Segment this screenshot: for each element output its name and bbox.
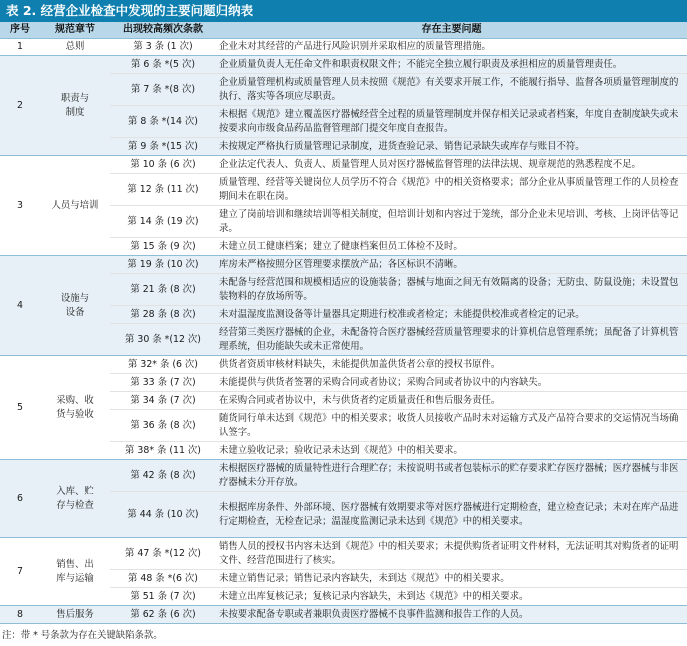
clause-cell: 第 42 条 (8 次) bbox=[110, 460, 216, 492]
chapter-number: 5 bbox=[0, 356, 40, 460]
chapter-number: 3 bbox=[0, 156, 40, 256]
clause-cell: 第 62 条 (6 次) bbox=[110, 606, 216, 624]
issue-cell: 未对温湿度监测设备等计量器具定期进行校准或者检定；未能提供校准或者检定的记录。 bbox=[216, 306, 687, 324]
issue-cell: 未建立销售记录；销售记录内容缺失，未到达《规范》中的相关要求。 bbox=[216, 570, 687, 588]
clause-cell: 第 38* 条 (11 次) bbox=[110, 442, 216, 460]
issue-cell: 企业质量管理机构或质量管理人员未按照《规范》有关要求开展工作，不能履行指导、监督各项质量管理制度的执行、落实等各项应尽职责。 bbox=[216, 74, 687, 106]
issue-cell: 随货同行单未达到《规范》中的相关要求；收货人员接收产品时未对运输方式及产品符合要求的交运情况当场确认签字。 bbox=[216, 410, 687, 442]
clause-cell: 第 19 条 (10 次) bbox=[110, 256, 216, 274]
header-no: 序号 bbox=[0, 22, 40, 39]
clause-cell: 第 34 条 (7 次) bbox=[110, 392, 216, 410]
issue-cell: 未能提供与供货者签署的采购合同或者协议；采购合同或者协议中的内容缺失。 bbox=[216, 374, 687, 392]
issue-cell: 库房未严格按照分区管理要求摆放产品；各区标识不清晰。 bbox=[216, 256, 687, 274]
chapter-number: 6 bbox=[0, 460, 40, 538]
clause-cell: 第 7 条 *(8 次) bbox=[110, 74, 216, 106]
chapter-number: 7 bbox=[0, 538, 40, 606]
chapter-name: 入库、贮 存与检查 bbox=[40, 460, 110, 538]
clause-cell: 第 30 条 *(12 次) bbox=[110, 324, 216, 356]
chapter-name: 总则 bbox=[40, 39, 110, 56]
table-row bbox=[0, 538, 687, 570]
clause-cell: 第 8 条 *(14 次) bbox=[110, 106, 216, 138]
issue-cell: 建立了岗前培训和继续培训等相关制度，但培训计划和内容过于笼统，部分企业未见培训、考核、上岗评估等记录。 bbox=[216, 206, 687, 238]
table-row bbox=[0, 39, 687, 56]
table-row bbox=[0, 460, 687, 492]
issue-cell: 经营第三类医疗器械的企业，未配备符合医疗器械经营质量管理要求的计算机信息管理系统；虽配备了计算机管理系统，但功能缺失或未正常使用。 bbox=[216, 324, 687, 356]
issue-cell: 企业法定代表人、负责人、质量管理人员对医疗器械监督管理的法律法规、规章规范的熟悉程度不足。 bbox=[216, 156, 687, 174]
table-row bbox=[0, 156, 687, 174]
issue-cell: 未根据库房条件、外部环境、医疗器械有效期要求等对医疗器械进行定期检查，建立检查记录；未对在库产品进行定期检查，无检查记录；温湿度监测记录未达到《规范》中的相关要求。 bbox=[216, 492, 687, 538]
issues-table bbox=[0, 22, 687, 624]
issue-cell: 质量管理、经营等关键岗位人员学历不符合《规范》中的相关资格要求；部分企业从事质量管理工作的人员检查期间未在职在岗。 bbox=[216, 174, 687, 206]
issue-cell: 未建立员工健康档案；建立了健康档案但员工体检不及时。 bbox=[216, 238, 687, 256]
clause-cell: 第 12 条 (11 次) bbox=[110, 174, 216, 206]
issue-cell: 未建立验收记录；验收记录未达到《规范》中的相关要求。 bbox=[216, 442, 687, 460]
table-row bbox=[0, 356, 687, 374]
issue-cell: 供货者资质审核材料缺失，未能提供加盖供货者公章的授权书原件。 bbox=[216, 356, 687, 374]
issue-cell: 企业质量负责人无任命文件和职责权限文件；不能完全独立履行职责及承担相应的质量管理责任。 bbox=[216, 56, 687, 74]
chapter-number: 2 bbox=[0, 56, 40, 156]
clause-cell: 第 9 条 *(15 次) bbox=[110, 138, 216, 156]
chapter-number: 8 bbox=[0, 606, 40, 624]
issue-cell: 未按要求配备专职或者兼职负责医疗器械不良事件监测和报告工作的人员。 bbox=[216, 606, 687, 624]
header-issue: 存在主要问题 bbox=[216, 22, 687, 39]
clause-cell: 第 36 条 (8 次) bbox=[110, 410, 216, 442]
issue-cell: 未按规定严格执行质量管理记录制度，进货查验记录、销售记录缺失或库存与账目不符。 bbox=[216, 138, 687, 156]
clause-cell: 第 14 条 (19 次) bbox=[110, 206, 216, 238]
header-row bbox=[0, 22, 687, 39]
issue-cell: 在采购合同或者协议中，未与供货者约定质量责任和售后服务责任。 bbox=[216, 392, 687, 410]
table-row bbox=[0, 256, 687, 274]
table-footnote: 注：带 * 号条款为存在关键缺陷条款。 bbox=[2, 630, 163, 641]
clause-cell: 第 15 条 (9 次) bbox=[110, 238, 216, 256]
table-row bbox=[0, 56, 687, 74]
clause-cell: 第 51 条 (7 次) bbox=[110, 588, 216, 606]
chapter-number: 1 bbox=[0, 39, 40, 56]
chapter-name: 人员与培训 bbox=[40, 156, 110, 256]
table-row bbox=[0, 606, 687, 624]
header-clause: 出现较高频次条款 bbox=[110, 22, 216, 39]
clause-cell: 第 33 条 (7 次) bbox=[110, 374, 216, 392]
clause-cell: 第 6 条 *(5 次) bbox=[110, 56, 216, 74]
clause-cell: 第 3 条 (1 次) bbox=[110, 39, 216, 56]
clause-cell: 第 32* 条 (6 次) bbox=[110, 356, 216, 374]
clause-cell: 第 10 条 (6 次) bbox=[110, 156, 216, 174]
clause-cell: 第 21 条 (8 次) bbox=[110, 274, 216, 306]
chapter-name: 售后服务 bbox=[40, 606, 110, 624]
clause-cell: 第 44 条 (10 次) bbox=[110, 492, 216, 538]
clause-cell: 第 28 条 (8 次) bbox=[110, 306, 216, 324]
header-chapter: 规范章节 bbox=[40, 22, 110, 39]
clause-cell: 第 48 条 *(6 次) bbox=[110, 570, 216, 588]
issue-cell: 未建立出库复核记录；复核记录内容缺失，未到达《规范》中的相关要求。 bbox=[216, 588, 687, 606]
chapter-name: 职责与 制度 bbox=[40, 56, 110, 156]
chapter-number: 4 bbox=[0, 256, 40, 356]
issue-cell: 未配备与经营范围和规模相适应的设施装备；器械与地面之间无有效隔离的设备；无防虫、防鼠设施；未设置包装物料的存放场所等。 bbox=[216, 274, 687, 306]
issue-cell: 销售人员的授权书内容未达到《规范》中的相关要求；未提供购货者证明文件材料，无法证明其对购货者的证明文件、经营范围进行了核实。 bbox=[216, 538, 687, 570]
chapter-name: 销售、出 库与运输 bbox=[40, 538, 110, 606]
chapter-name: 采购、收 货与验收 bbox=[40, 356, 110, 460]
clause-cell: 第 47 条 *(12 次) bbox=[110, 538, 216, 570]
table-title: 表 2. 经营企业检查中发现的主要问题归纳表 bbox=[0, 0, 687, 22]
issue-cell: 未根据《规范》建立覆盖医疗器械经营全过程的质量管理制度并保存相关记录或者档案，年度自查制度缺失或未按要求向市级食品药品监督管理部门提交年度自查报告。 bbox=[216, 106, 687, 138]
chapter-name: 设施与 设备 bbox=[40, 256, 110, 356]
issue-cell: 未根据医疗器械的质量特性进行合理贮存；未按说明书或者包装标示的贮存要求贮存医疗器械；医疗器械与非医疗器械未分开存放。 bbox=[216, 460, 687, 492]
issue-cell: 企业未对其经营的产品进行风险识别并采取相应的质量管理措施。 bbox=[216, 39, 687, 56]
